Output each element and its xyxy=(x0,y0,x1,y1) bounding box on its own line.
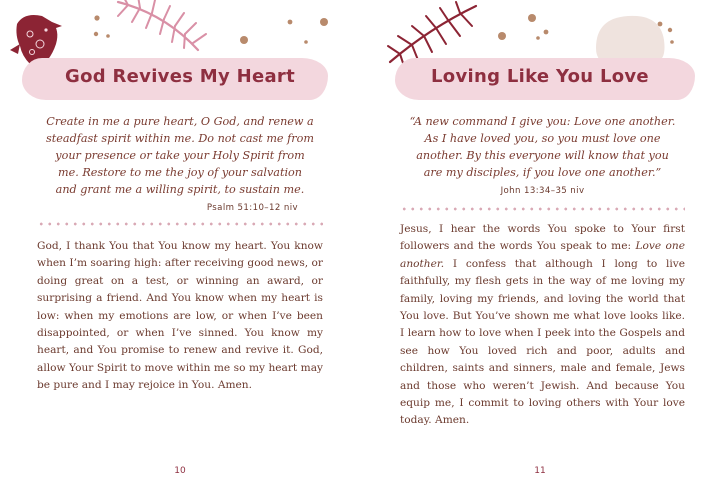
blob-shape xyxy=(596,16,665,60)
devotional-text: God, I thank You that You know my heart. You know when I’m soaring high: after receiving good news, or doing great on a test, or winning an award, or surprising a friend. And You know when my heart is low: when my emotions are low, or when I’ve been disappointed, or when I’ve sinned. You know my heart, and You promise to renew and revive it. God, allow Your Spirit to move within me so my heart may be pure and I may rejoice in You. Amen. xyxy=(37,240,323,392)
quote-line: another. By this everyone will know that you xyxy=(416,149,669,162)
quote-line: and grant me a willing spirit, to sustain me. xyxy=(55,183,305,196)
palm-leaf-icon xyxy=(388,2,476,66)
quote-line: “A new command I give you: Love one another. xyxy=(409,115,676,128)
scripture-quote xyxy=(405,113,680,200)
devotional-text-part: Jesus, I hear the words You spoke to Your first followers and the words You speak to me: xyxy=(400,223,685,253)
quote-line: me. Restore to me the joy of your salvation xyxy=(57,166,302,179)
quote-line: are my disciples, if you love one another.” xyxy=(423,166,662,179)
dotted-divider xyxy=(37,222,323,226)
page-title: Loving Like You Love xyxy=(431,66,649,87)
devotional-text-emphasis: Love one another. xyxy=(400,240,685,270)
page-title: God Revives My Heart xyxy=(65,66,295,87)
quote-line: your presence or take your Holy Spirit from xyxy=(55,149,305,162)
speckle-dots xyxy=(94,15,328,44)
quote-line: Create in me a pure heart, O God, and renew a xyxy=(46,115,314,128)
page-number: 11 xyxy=(534,466,546,476)
scripture-reference: John 13:34–35 niv xyxy=(500,186,585,196)
scripture-reference: Psalm 51:10–12 niv xyxy=(206,203,298,213)
scripture-quote xyxy=(40,113,320,217)
right-page xyxy=(360,0,720,504)
dotted-divider xyxy=(400,207,685,211)
quote-line: steadfast spirit within me. Do not cast me from xyxy=(46,132,314,145)
devotional-text xyxy=(400,221,685,430)
quote-line: As I have loved you, so you must love one xyxy=(424,132,661,145)
palm-leaf-icon xyxy=(118,0,206,50)
page-number: 10 xyxy=(174,466,186,476)
devotional-text-part: I confess that although I long to live faithfully, my flesh gets in the way of me loving my family, loving my friends, and loving the world that You love. But You’ve shown me what love looks like. I learn how to love when I peek into the Gospels and see how You loved rich and poor, adults and children, saints and sinners, male and female, Jews and those who weren’t Jewish. And because You equip me, I commit to loving others with Your love today. Amen. xyxy=(400,257,685,427)
